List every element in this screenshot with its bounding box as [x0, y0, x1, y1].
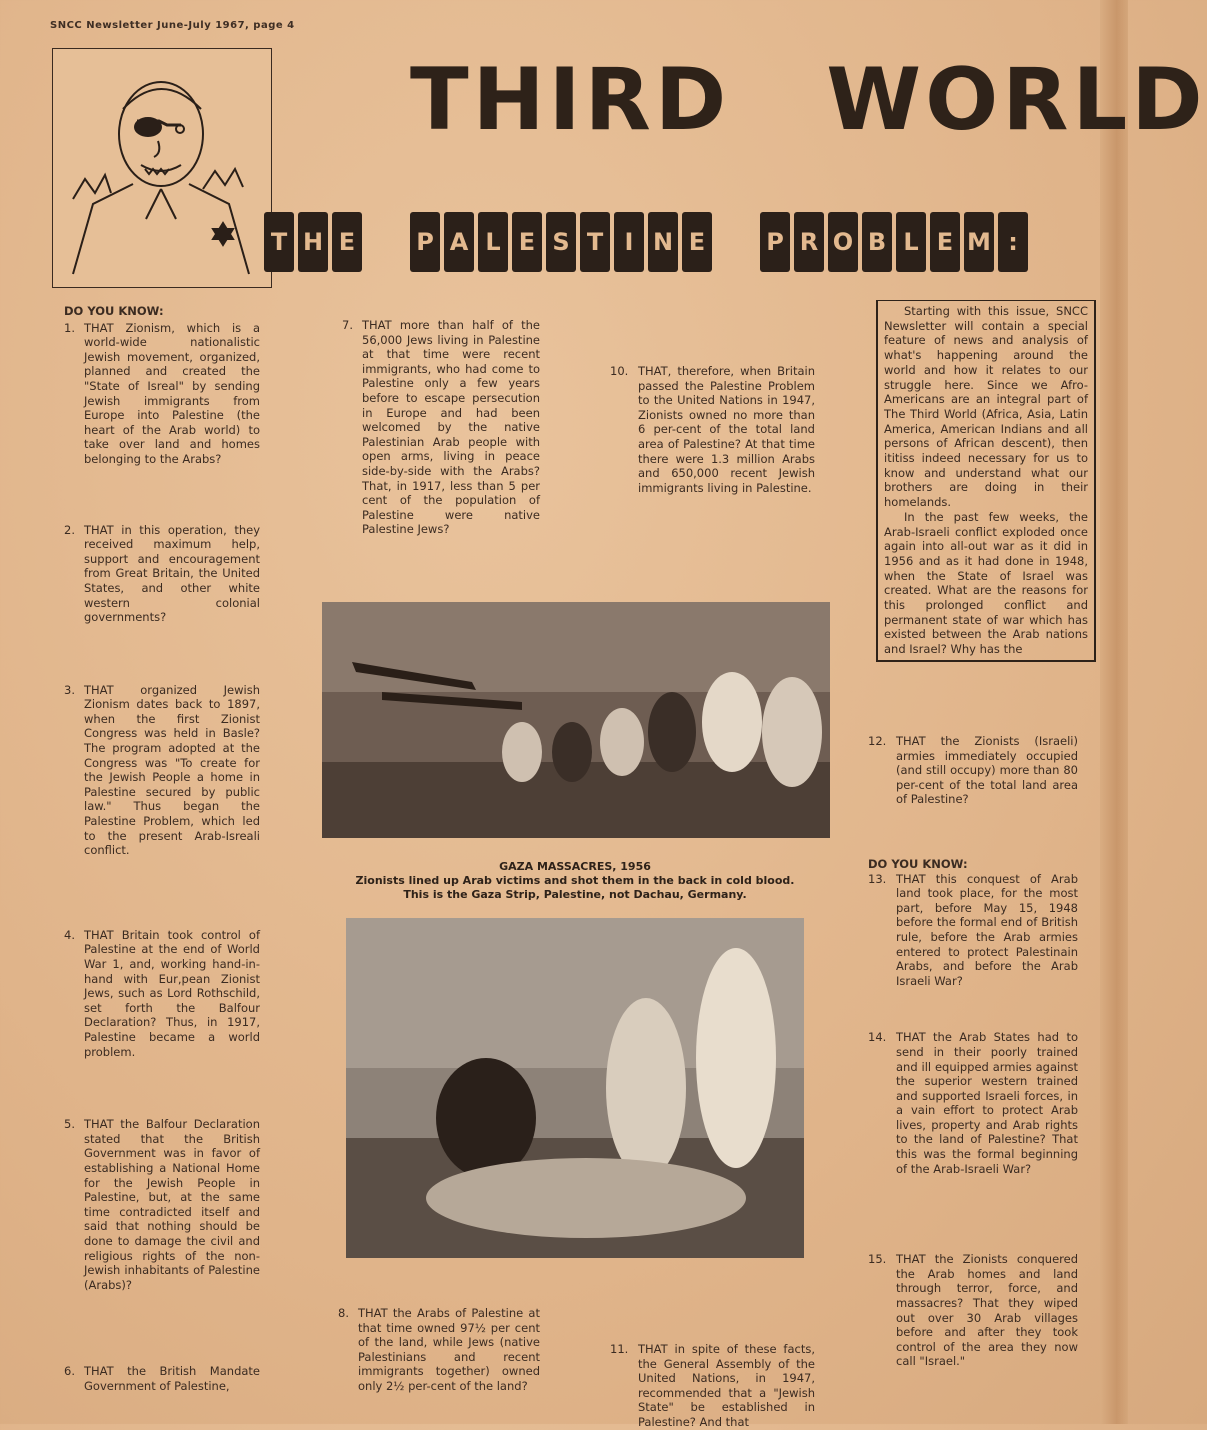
item-number: 12.: [868, 734, 887, 748]
item-number: 14.: [868, 1030, 887, 1045]
list-item: [64, 1364, 260, 1393]
item-text: THAT this conquest of Arab land took place, for the most part, before May 15, 1948 before the formal end of British rule, before the Arab armies entered to protect Palestinain Arabs, and before the Arab Israeli War?: [896, 871, 1078, 988]
item-number: 3.: [64, 682, 75, 697]
column-4: [868, 734, 1078, 1369]
item-text: THAT the Zionists conquered the Arab homes and land through terror, force, and massacres? That they wiped out over 30 Arab villages before and after they took control of the area they now call "Israel.": [896, 1252, 1078, 1369]
page-title: [410, 50, 1207, 150]
subtitle-letter-tile: S: [546, 212, 576, 272]
subtitle-letter-tile: N: [648, 212, 678, 272]
list-item: [342, 318, 540, 537]
item-number: 15.: [868, 1252, 887, 1267]
item-text: THAT in this operation, they received maximum help, support and encouragement from Great Britain, the United States, and other white western colonial governments?: [84, 522, 260, 625]
list-item: [868, 1030, 1078, 1176]
subtitle-letter-tile: P: [410, 212, 440, 272]
item-text: THAT Zionism, which is a world-wide nationalistic Jewish movement, organized, planned and created the "State of Isreal" by sending Jewish immigrants from Europe into Palestine (the heart of the Arab world) to take over land and homes belonging to the Arabs?: [84, 320, 260, 466]
do-you-know-heading: DO YOU KNOW:: [64, 304, 164, 318]
do-you-know-heading: DO YOU KNOW:: [868, 856, 968, 871]
subtitle-letter-tile: O: [828, 212, 858, 272]
item-number: 5.: [64, 1117, 75, 1132]
subtitle-letter-tile: I: [614, 212, 644, 272]
subtitle-letter-tile: T: [264, 212, 294, 272]
item-number: 6.: [64, 1364, 75, 1379]
subtitle-letter-tile: L: [896, 212, 926, 272]
title-word-world: WORLD: [826, 50, 1207, 150]
subtitle-letter-tile: [716, 212, 756, 272]
subtitle-letter-tile: B: [862, 212, 892, 272]
item-number: 13.: [868, 871, 887, 886]
subtitle-letter-tile: [366, 212, 406, 272]
column-1: [64, 304, 260, 1393]
item-text: THAT, therefore, when Britain passed the Palestine Problem to the United Nations in 1947, Zionists owned no more than 6 per-cent of the total land area of Palestine? At that time there were 1.3 million Arabs and 650,000 recent Jewish immigrants living in Palestine.: [638, 364, 815, 495]
list-item: [64, 683, 260, 858]
subtitle-letter-tile: A: [444, 212, 474, 272]
list-item: [868, 734, 1078, 807]
subtitle-letter-tile: :: [998, 212, 1028, 272]
item-number: 10.: [610, 364, 629, 378]
cartoon-illustration: [52, 48, 272, 288]
list-item: [868, 1252, 1078, 1369]
item-number: 1.: [64, 320, 75, 335]
subtitle-letter-tile: M: [964, 212, 994, 272]
photo-victims: [346, 918, 804, 1258]
subtitle-letter-tile: H: [298, 212, 328, 272]
item-text: THAT the British Mandate Government of Palestine,: [84, 1364, 260, 1393]
subtitle-letter-tile: E: [332, 212, 362, 272]
item-number: 7.: [342, 318, 353, 332]
list-item: [64, 928, 260, 1059]
subtitle-letter-tile: E: [512, 212, 542, 272]
intro-box: [876, 300, 1096, 662]
page-fold-shadow: [1100, 0, 1128, 1424]
item-number: 2.: [64, 522, 75, 537]
caption-text: Zionists lined up Arab victims and shot them in the back in cold blood. This is the Gaza Strip, Palestine, not Dachau, Germany.: [355, 874, 795, 901]
item-text: THAT the Balfour Declaration stated that the British Government was in favor of establishing a National Home for the Jewish People in Palestine, but, at the same time contradicted itself and said that nothing should be done to damage the civil and religious rights of the non-Jewish inhabitants of Palestine (Arabs)?: [84, 1117, 260, 1292]
list-item: [338, 1306, 540, 1394]
list-item: [610, 364, 815, 495]
subtitle-palestine-problem: [264, 212, 1028, 274]
item-text: THAT more than half of the 56,000 Jews living in Palestine at that time were recent immigrants, who had come to Palestine only a few years before to escape persecution in Europe and had been welcomed by the native Palestinian Arab people with open arms, living in peace side-by-side with the Arabs? That, in 1917, less than 5 per cent of the population of Palestine were native Palestine Jews?: [362, 318, 540, 537]
item-number: 8.: [338, 1306, 349, 1320]
list-item: [64, 523, 260, 625]
column-2-top: [342, 318, 540, 537]
item-number: 4.: [64, 927, 75, 942]
item-text: THAT the Arabs of Palestine at that time owned 97½ per cent of the land, while Jews (native Palestinians and recent immigrants together) owned only 2½ per-cent of the land?: [358, 1306, 540, 1393]
column-3-bottom: [610, 1342, 815, 1429]
subtitle-letter-tile: P: [760, 212, 790, 272]
caption-title: GAZA MASSACRES, 1956: [499, 860, 651, 873]
list-item: [868, 872, 1078, 989]
subtitle-letter-tile: T: [580, 212, 610, 272]
item-number: 11.: [610, 1342, 629, 1356]
subtitle-letter-tile: R: [794, 212, 824, 272]
subtitle-letter-tile: E: [930, 212, 960, 272]
title-word-third: THIRD: [410, 50, 731, 150]
item-text: THAT organized Jewish Zionism dates back to 1897, when the first Zionist Congress was held in Basle? The program adopted at the Congress was "To create for the Jewish People a home in Palestine secured by public law." Thus began the Palestine Problem, which led to the present Arab-Isreali conflict.: [84, 682, 260, 858]
list-item: [610, 1342, 815, 1430]
photo-caption: [355, 860, 795, 902]
intro-paragraph-1: Starting with this issue, SNCC Newsletter will contain a special feature of news and analysis of what's happening around the world and how it relates to our struggle here. Since we Afro-Americans are an integral part of The Third World (Africa, Asia, Latin America, American Indians and all persons of African descent), then ititiss indeed necessary for us to know and understand what our brothers are doing in their homelands.: [884, 304, 1088, 510]
column-2-bottom: [338, 1306, 540, 1394]
intro-paragraph-2: In the past few weeks, the Arab-Israeli conflict exploded once again into all-out war as it did in 1956 and as it had done in 1948, when the State of Israel was created. What are the reasons for this prolonged conflict and permanent state of war which has existed between the Arab nations and Israel? Why has the: [884, 509, 1088, 657]
newsletter-header: SNCC Newsletter June-July 1967, page 4: [50, 20, 295, 31]
list-item: [64, 321, 260, 467]
subtitle-letter-tile: L: [478, 212, 508, 272]
item-text: THAT in spite of these facts, the General Assembly of the United Nations, in 1947, recommended that a "Jewish State" be established in Palestine? And that: [638, 1342, 815, 1429]
column-3-top: [610, 364, 815, 495]
item-text: THAT the Arab States had to send in their poorly trained and ill equipped armies against the superior western trained and supported Israeli forces, in a vain effort to protect Arab lives, property and Arab rights to the land of Palestine? That this was the formal beginning of the Arab-Israeli War?: [896, 1030, 1078, 1176]
list-item: [64, 1117, 260, 1292]
item-text: THAT Britain took control of Palestine at the end of World War 1, and, working hand-in-hand with Eur,pean Zionist Jews, such as Lord Rothschild, set forth the Balfour Declaration? Thus, in 1917, Palestine became a world problem.: [84, 927, 260, 1059]
subtitle-letter-tile: E: [682, 212, 712, 272]
photo-firing-squad: [322, 602, 830, 838]
item-text: THAT the Zionists (Israeli) armies immediately occupied (and still occupy) more than 80 per-cent of the total land area of Palestine?: [896, 734, 1078, 807]
